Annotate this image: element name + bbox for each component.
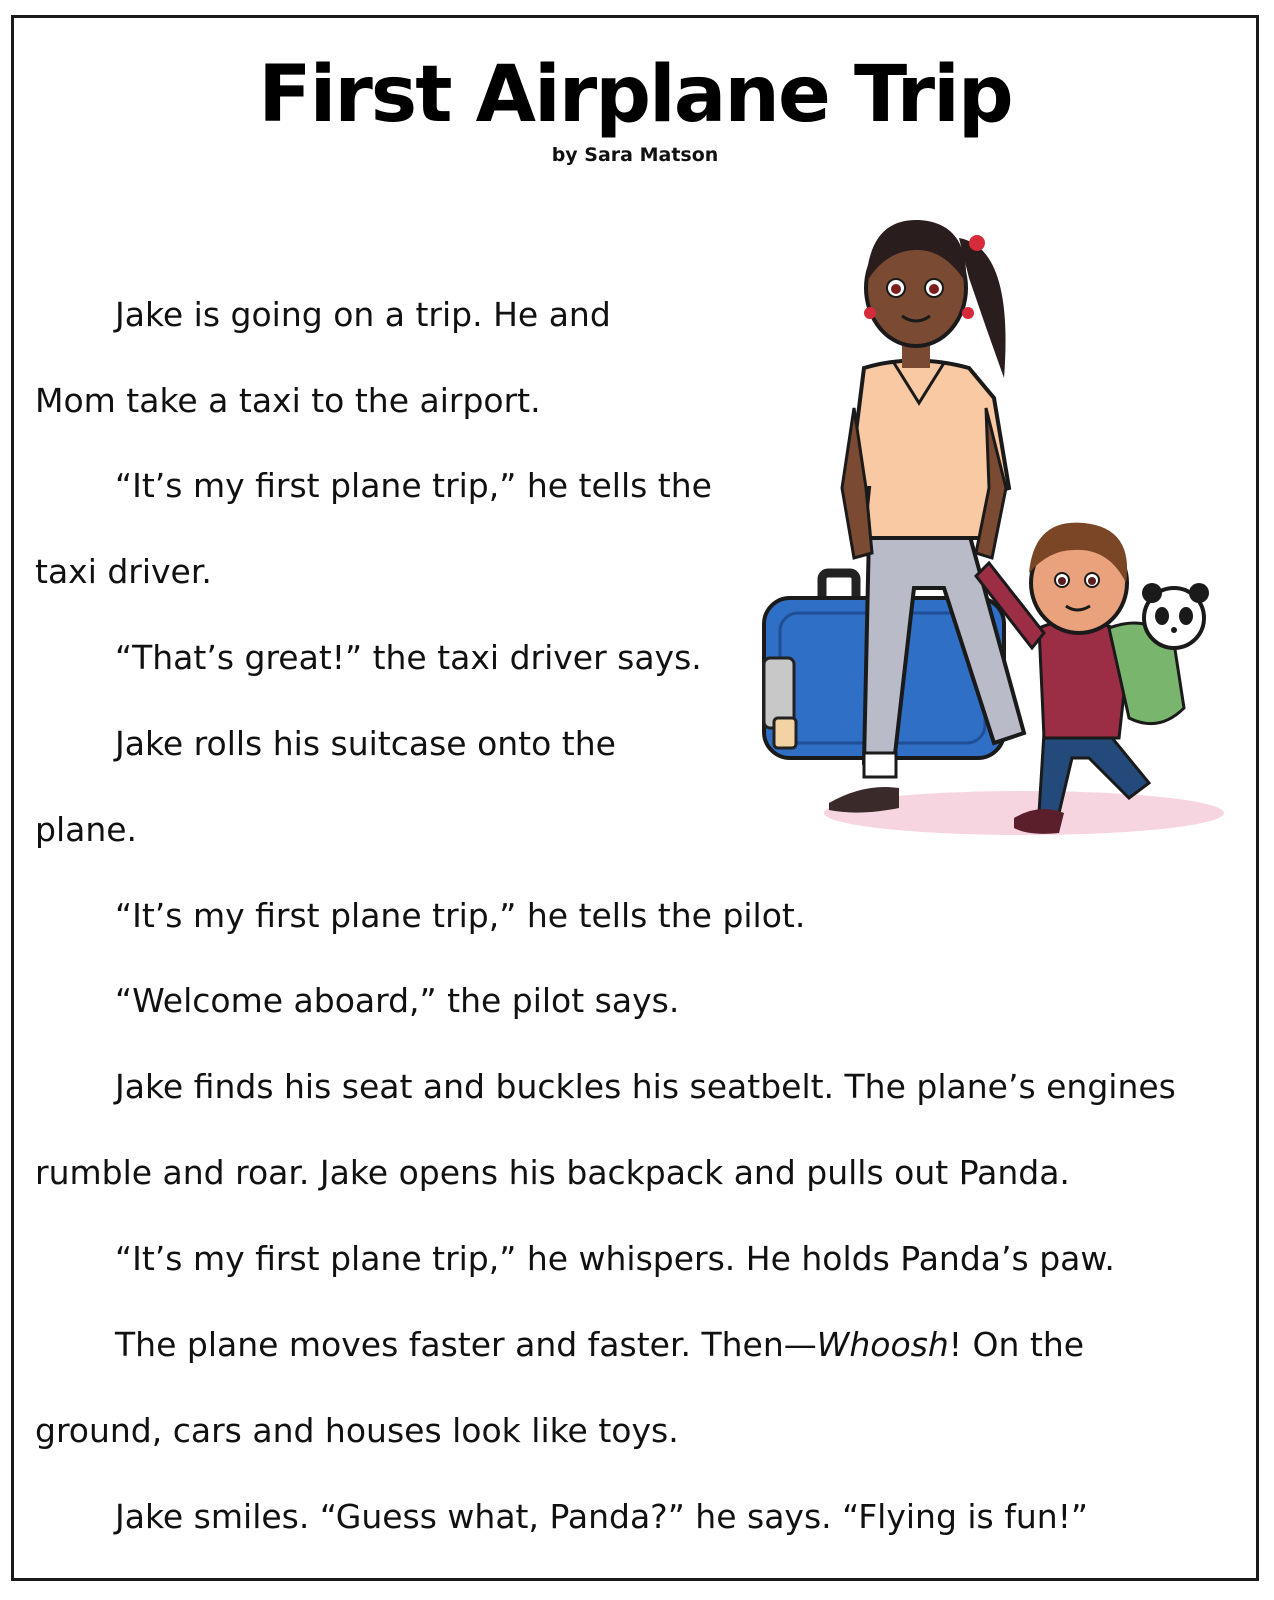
story-line: “It’s my first plane trip,” he whispers. He holds Panda’s paw. [115, 1239, 1115, 1278]
story-line: “Welcome aboard,” the pilot says. [115, 981, 680, 1020]
story-line: Jake is going on a trip. He and [115, 295, 611, 334]
story-line: “That’s great!” the taxi driver says. [115, 638, 702, 677]
story-text: The plane moves faster and faster. Then— [115, 1325, 817, 1364]
story-title: First Airplane Trip [258, 50, 1012, 140]
story-line: ground, cars and houses look like toys. [35, 1411, 679, 1450]
mom-and-boy-illustration [754, 188, 1239, 853]
story-line: rumble and roar. Jake opens his backpack and pulls out Panda. [35, 1153, 1070, 1192]
panda-icon [1142, 583, 1209, 648]
story-line: Jake smiles. “Guess what, Panda?” he says. “Flying is fun!” [115, 1497, 1089, 1536]
story-line: plane. [35, 810, 138, 849]
story-line: Jake finds his seat and buckles his seatbelt. The plane’s engines [115, 1067, 1176, 1106]
whoosh-word: Whoosh [816, 1325, 949, 1364]
story-line: Jake rolls his suitcase onto the [115, 724, 616, 763]
story-line: “It’s my first plane trip,” he tells the pilot. [115, 896, 806, 935]
story-line: Mom take a taxi to the airport. [35, 381, 541, 420]
worksheet-page [11, 15, 1259, 1581]
story-line-whoosh [115, 1325, 1085, 1364]
story-line: taxi driver. [35, 552, 212, 591]
story-line: “It’s my first plane trip,” he tells the [115, 466, 712, 505]
story-text: ! On the [948, 1325, 1085, 1364]
story-byline: by Sara Matson [551, 144, 719, 166]
